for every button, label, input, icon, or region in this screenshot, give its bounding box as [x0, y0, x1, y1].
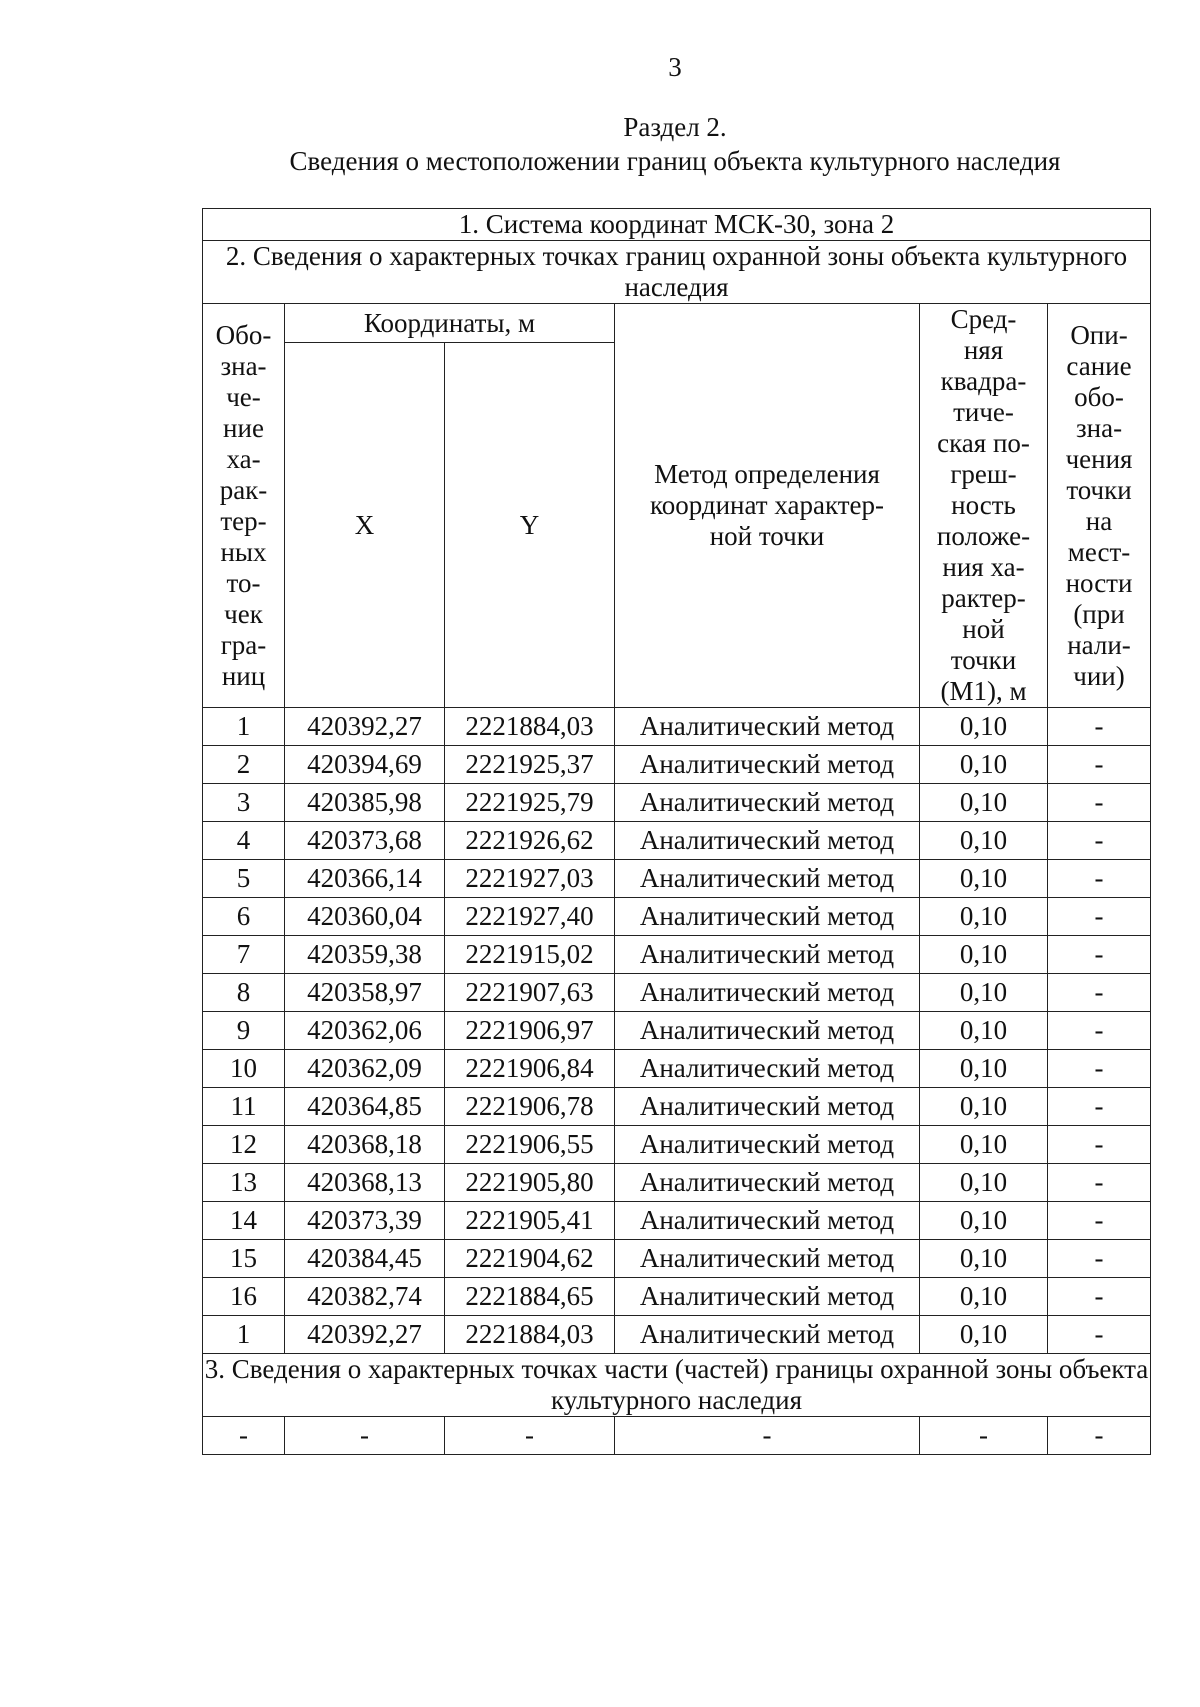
error-cell: 0,10	[920, 1316, 1048, 1354]
method-cell: Аналитический метод	[615, 1240, 920, 1278]
x-coordinate-cell: 420368,13	[285, 1164, 445, 1202]
error-header: Сред- няя квадра- тиче- ская по- греш- ность положе- ния ха- рактер- ной точки (M1), м	[920, 304, 1048, 708]
table-row	[203, 1012, 1151, 1050]
description-cell: -	[1048, 1316, 1151, 1354]
point-number-cell: 4	[203, 822, 285, 860]
y-coordinate-cell: 2221927,03	[445, 860, 615, 898]
point-number-cell: 1	[203, 708, 285, 746]
point-number-cell: 10	[203, 1050, 285, 1088]
x-coordinate-cell: 420360,04	[285, 898, 445, 936]
method-cell: Аналитический метод	[615, 1088, 920, 1126]
x-coordinate-cell: 420392,27	[285, 1316, 445, 1354]
description-cell: -	[1048, 1126, 1151, 1164]
x-coordinate-cell: 420373,68	[285, 822, 445, 860]
description-cell: -	[1048, 1278, 1151, 1316]
description-cell: -	[1048, 898, 1151, 936]
description-header: Опи- сание обо- зна- чения точки на мест- ности (при нали- чии)	[1048, 304, 1151, 708]
description-cell: -	[1048, 1240, 1151, 1278]
error-cell: 0,10	[920, 936, 1048, 974]
table-row	[203, 1050, 1151, 1088]
error-cell: 0,10	[920, 746, 1048, 784]
point-number-cell: 13	[203, 1164, 285, 1202]
method-cell: Аналитический метод	[615, 898, 920, 936]
coordinate-system-row: 1. Система координат МСК-30, зона 2	[203, 209, 1151, 241]
section-heading	[0, 110, 1200, 178]
y-coordinate-cell: 2221906,78	[445, 1088, 615, 1126]
section-subtitle: Сведения о местоположении границ объекта культурного наследия	[289, 146, 1061, 176]
description-cell: -	[1048, 1088, 1151, 1126]
point-number-cell: 7	[203, 936, 285, 974]
point-number-cell: 3	[203, 784, 285, 822]
y-coordinate-cell: 2221905,41	[445, 1202, 615, 1240]
y-coordinate-cell: 2221926,62	[445, 822, 615, 860]
y-coordinate-cell: 2221884,03	[445, 708, 615, 746]
description-cell: -	[1048, 1012, 1151, 1050]
part-value-cell: -	[1048, 1417, 1151, 1455]
y-coordinate-cell: 2221906,84	[445, 1050, 615, 1088]
y-coordinate-cell: 2221905,80	[445, 1164, 615, 1202]
y-coordinate-cell: 2221915,02	[445, 936, 615, 974]
x-coordinate-cell: 420366,14	[285, 860, 445, 898]
point-number-cell: 15	[203, 1240, 285, 1278]
designation-header: Обо- зна- че- ние ха- рак- тер- ных то- чек гра- ниц	[203, 304, 285, 708]
error-cell: 0,10	[920, 1164, 1048, 1202]
method-cell: Аналитический метод	[615, 1164, 920, 1202]
table-row	[203, 1202, 1151, 1240]
method-cell: Аналитический метод	[615, 974, 920, 1012]
method-cell: Аналитический метод	[615, 1050, 920, 1088]
table-row	[203, 1164, 1151, 1202]
error-cell: 0,10	[920, 784, 1048, 822]
section-title: Раздел 2.	[623, 112, 727, 142]
table-row	[203, 784, 1151, 822]
point-number-cell: 1	[203, 1316, 285, 1354]
method-cell: Аналитический метод	[615, 1202, 920, 1240]
y-coordinate-cell: 2221925,79	[445, 784, 615, 822]
error-cell: 0,10	[920, 898, 1048, 936]
error-cell: 0,10	[920, 1050, 1048, 1088]
error-cell: 0,10	[920, 1278, 1048, 1316]
coordinates-header: Координаты, м	[285, 304, 615, 343]
x-coordinate-cell: 420392,27	[285, 708, 445, 746]
description-cell: -	[1048, 1202, 1151, 1240]
point-number-cell: 2	[203, 746, 285, 784]
part-value-cell: -	[285, 1417, 445, 1455]
x-coordinate-cell: 420394,69	[285, 746, 445, 784]
point-number-cell: 12	[203, 1126, 285, 1164]
method-cell: Аналитический метод	[615, 1126, 920, 1164]
table-row	[203, 1316, 1151, 1354]
method-cell: Аналитический метод	[615, 1278, 920, 1316]
error-cell: 0,10	[920, 1202, 1048, 1240]
points-info-row: 2. Сведения о характерных точках границ охранной зоны объекта культурного наследия	[203, 241, 1151, 304]
x-coordinate-cell: 420368,18	[285, 1126, 445, 1164]
method-cell: Аналитический метод	[615, 746, 920, 784]
y-coordinate-cell: 2221904,62	[445, 1240, 615, 1278]
y-coordinate-cell: 2221927,40	[445, 898, 615, 936]
y-coordinate-cell: 2221906,55	[445, 1126, 615, 1164]
x-header: X	[285, 343, 445, 708]
part-value-cell: -	[203, 1417, 285, 1455]
x-coordinate-cell: 420359,38	[285, 936, 445, 974]
method-cell: Аналитический метод	[615, 822, 920, 860]
error-cell: 0,10	[920, 860, 1048, 898]
x-coordinate-cell: 420362,09	[285, 1050, 445, 1088]
description-cell: -	[1048, 1050, 1151, 1088]
method-cell: Аналитический метод	[615, 784, 920, 822]
x-coordinate-cell: 420364,85	[285, 1088, 445, 1126]
x-coordinate-cell: 420373,39	[285, 1202, 445, 1240]
error-cell: 0,10	[920, 1126, 1048, 1164]
error-cell: 0,10	[920, 822, 1048, 860]
point-number-cell: 11	[203, 1088, 285, 1126]
point-number-cell: 16	[203, 1278, 285, 1316]
description-cell: -	[1048, 746, 1151, 784]
part-boundary-row: 3. Сведения о характерных точках части (частей) границы охранной зоны объекта культурного наследия	[203, 1354, 1151, 1417]
error-cell: 0,10	[920, 708, 1048, 746]
error-cell: 0,10	[920, 974, 1048, 1012]
x-coordinate-cell: 420358,97	[285, 974, 445, 1012]
y-coordinate-cell: 2221907,63	[445, 974, 615, 1012]
page-number: 3	[668, 52, 682, 82]
table-row	[203, 708, 1151, 746]
part-value-cell: -	[920, 1417, 1048, 1455]
table-row	[203, 1088, 1151, 1126]
part-value-cell: -	[615, 1417, 920, 1455]
table-row	[203, 936, 1151, 974]
method-cell: Аналитический метод	[615, 1316, 920, 1354]
error-cell: 0,10	[920, 1012, 1048, 1050]
part-value-cell: -	[445, 1417, 615, 1455]
description-cell: -	[1048, 784, 1151, 822]
description-cell: -	[1048, 860, 1151, 898]
part-values-row	[203, 1417, 1151, 1455]
error-cell: 0,10	[920, 1088, 1048, 1126]
coordinates-table	[202, 208, 1151, 1455]
x-coordinate-cell: 420385,98	[285, 784, 445, 822]
x-coordinate-cell: 420384,45	[285, 1240, 445, 1278]
method-cell: Аналитический метод	[615, 860, 920, 898]
point-number-cell: 14	[203, 1202, 285, 1240]
y-header: Y	[445, 343, 615, 708]
point-number-cell: 5	[203, 860, 285, 898]
point-number-cell: 6	[203, 898, 285, 936]
method-cell: Аналитический метод	[615, 1012, 920, 1050]
table-row	[203, 1278, 1151, 1316]
table-row	[203, 898, 1151, 936]
description-cell: -	[1048, 1164, 1151, 1202]
table-row	[203, 860, 1151, 898]
x-coordinate-cell: 420362,06	[285, 1012, 445, 1050]
y-coordinate-cell: 2221925,37	[445, 746, 615, 784]
error-cell: 0,10	[920, 1240, 1048, 1278]
method-header: Метод определения координат характер- ной точки	[615, 304, 920, 708]
y-coordinate-cell: 2221906,97	[445, 1012, 615, 1050]
y-coordinate-cell: 2221884,03	[445, 1316, 615, 1354]
method-cell: Аналитический метод	[615, 708, 920, 746]
y-coordinate-cell: 2221884,65	[445, 1278, 615, 1316]
description-cell: -	[1048, 822, 1151, 860]
method-cell: Аналитический метод	[615, 936, 920, 974]
table-row	[203, 822, 1151, 860]
description-cell: -	[1048, 974, 1151, 1012]
description-cell: -	[1048, 936, 1151, 974]
x-coordinate-cell: 420382,74	[285, 1278, 445, 1316]
table-row	[203, 746, 1151, 784]
table-row	[203, 974, 1151, 1012]
point-number-cell: 9	[203, 1012, 285, 1050]
table-row	[203, 1126, 1151, 1164]
point-number-cell: 8	[203, 974, 285, 1012]
description-cell: -	[1048, 708, 1151, 746]
table-row	[203, 1240, 1151, 1278]
